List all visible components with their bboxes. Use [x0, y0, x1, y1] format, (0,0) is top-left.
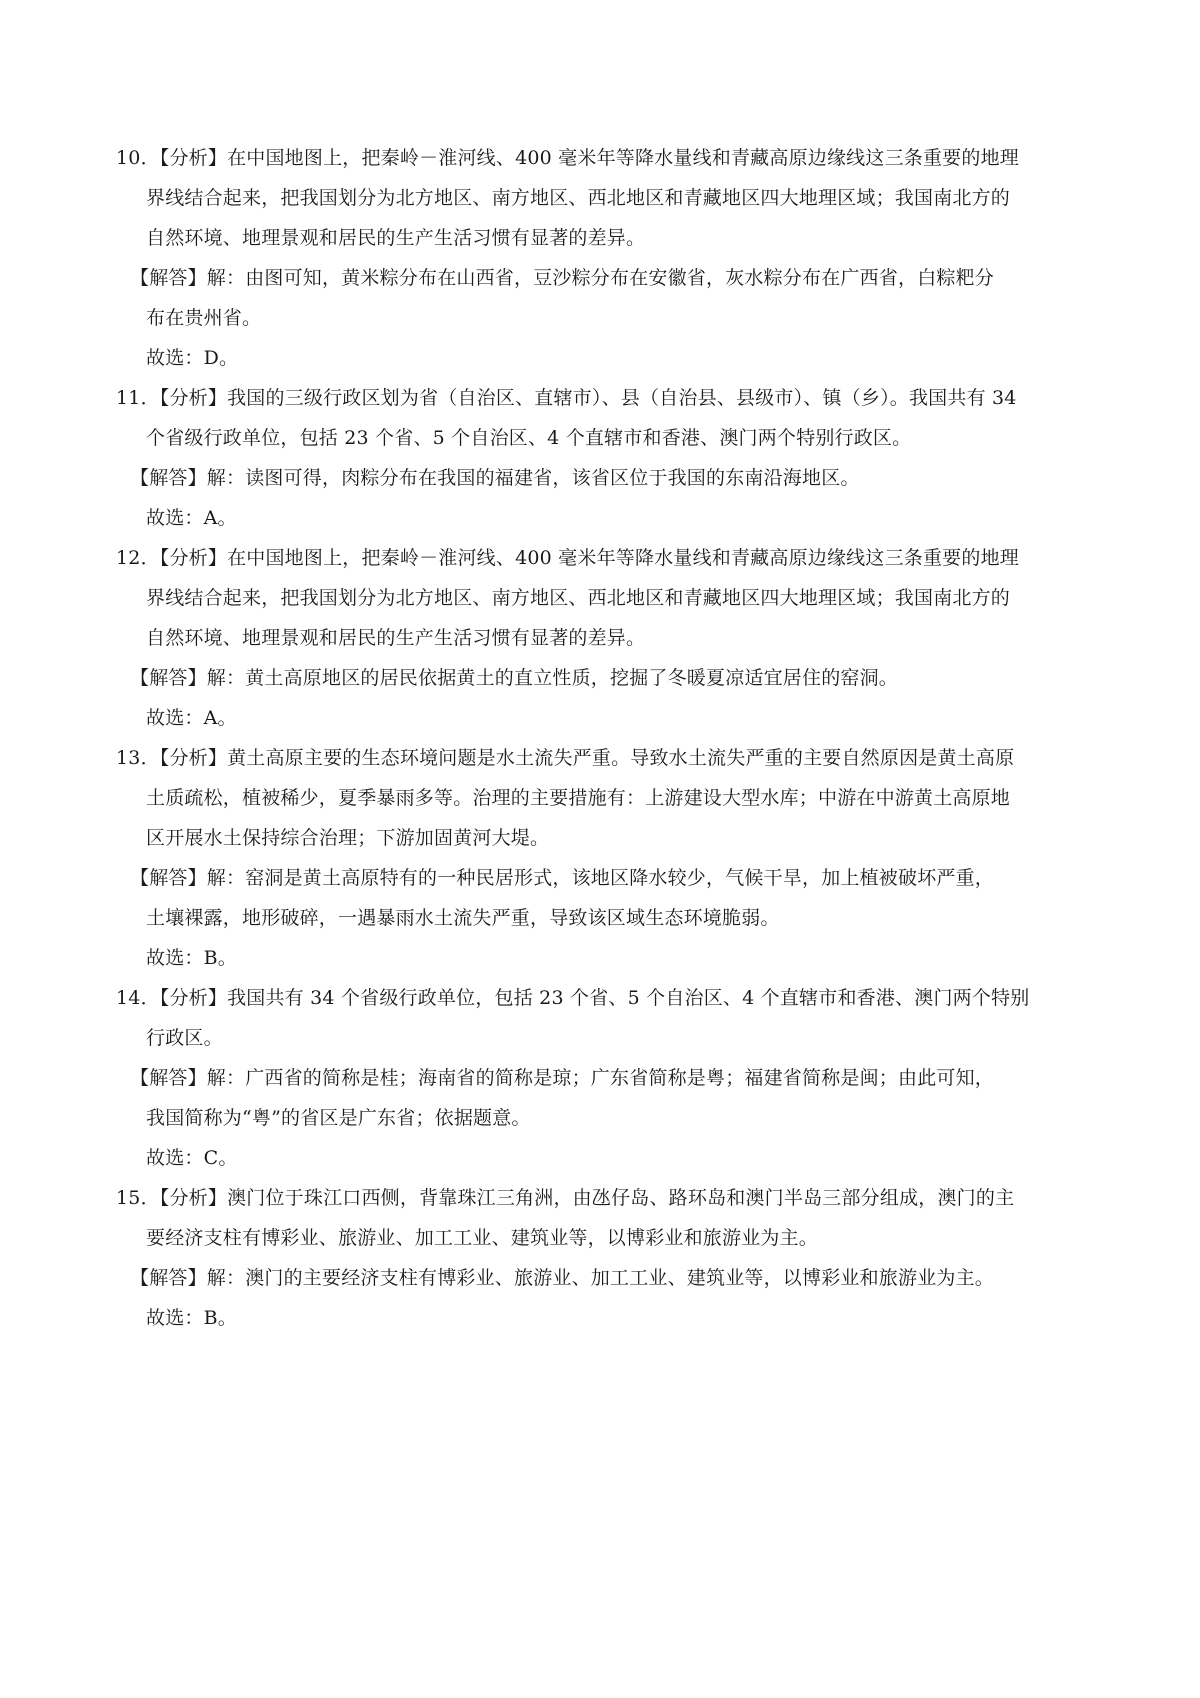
answer-key-content [116, 138, 1100, 1338]
choice-line: 故选：B。 [146, 1307, 237, 1329]
choice-line: 故选：A。 [146, 507, 237, 529]
answer-line: 土壤裸露，地形破碎，一遇暴雨水土流失严重，导致该区域生态环境脆弱。 [146, 907, 780, 929]
choice-line: 故选：B。 [146, 947, 237, 969]
analysis-line: 界线结合起来，把我国划分为北方地区、南方地区、西北地区和青藏地区四大地理区域；我国南北方的 [146, 187, 1011, 209]
analysis-line: 行政区。 [146, 1027, 223, 1049]
analysis-line: 自然环境、地理景观和居民的生产生活习惯有显著的差异。 [146, 227, 646, 249]
analysis-line: 界线结合起来，把我国划分为北方地区、南方地区、西北地区和青藏地区四大地理区域；我国南北方的 [146, 587, 1011, 609]
answer-line: 【解答】解：澳门的主要经济支柱有博彩业、旅游业、加工工业、建筑业等，以博彩业和旅游业为主。 [130, 1267, 995, 1289]
question-item-12 [116, 538, 1100, 738]
analysis-line: 12．【分析】在中国地图上，把秦岭－淮河线、400 毫米年等降水量线和青藏高原边缘线这三条重要的地理 [116, 547, 1019, 569]
answer-line: 【解答】解：窑洞是黄土高原特有的一种民居形式，该地区降水较少，气候干旱，加上植被破坏严重， [130, 867, 995, 889]
choice-line: 故选：C。 [146, 1147, 238, 1169]
analysis-line: 区开展水土保持综合治理；下游加固黄河大堤。 [146, 827, 550, 849]
answer-line: 布在贵州省。 [146, 307, 262, 329]
analysis-line: 13．【分析】黄土高原主要的生态环境问题是水土流失严重。导致水土流失严重的主要自然原因是黄土高原 [116, 747, 1015, 769]
analysis-line: 14．【分析】我国共有 34 个省级行政单位，包括 23 个省、5 个自治区、4 个直辖市和香港、澳门两个特别 [116, 987, 1030, 1009]
analysis-line: 11．【分析】我国的三级行政区划为省（自治区、直辖市）、县（自治县、县级市）、镇（乡）。我国共有 34 [116, 387, 1017, 409]
analysis-line: 个省级行政单位，包括 23 个省、5 个自治区、4 个直辖市和香港、澳门两个特别行政区。 [146, 427, 912, 449]
analysis-line: 10．【分析】在中国地图上，把秦岭－淮河线、400 毫米年等降水量线和青藏高原边缘线这三条重要的地理 [116, 147, 1019, 169]
question-item-15 [116, 1178, 1100, 1338]
answer-line: 【解答】解：由图可知，黄米粽分布在山西省，豆沙粽分布在安徽省，灰水粽分布在广西省，白粽粑分 [130, 267, 995, 289]
question-item-11 [116, 378, 1100, 538]
analysis-line: 土质疏松，植被稀少，夏季暴雨多等。治理的主要措施有：上游建设大型水库；中游在中游黄土高原地 [146, 787, 1011, 809]
analysis-line: 要经济支柱有博彩业、旅游业、加工工业、建筑业等，以博彩业和旅游业为主。 [146, 1227, 819, 1249]
answer-line: 【解答】解：广西省的简称是桂；海南省的简称是琼；广东省简称是粤；福建省简称是闽；由此可知， [130, 1067, 995, 1089]
analysis-line: 自然环境、地理景观和居民的生产生活习惯有显著的差异。 [146, 627, 646, 649]
question-item-10 [116, 138, 1100, 378]
choice-line: 故选：D。 [146, 347, 239, 369]
question-item-13 [116, 738, 1100, 978]
question-item-14 [116, 978, 1100, 1178]
answer-line: 【解答】解：读图可得，肉粽分布在我国的福建省，该省区位于我国的东南沿海地区。 [130, 467, 860, 489]
answer-line: 【解答】解：黄土高原地区的居民依据黄土的直立性质，挖掘了冬暖夏凉适宜居住的窑洞。 [130, 667, 899, 689]
choice-line: 故选：A。 [146, 707, 237, 729]
answer-line: 我国简称为“粤”的省区是广东省；依据题意。 [146, 1107, 531, 1129]
analysis-line: 15．【分析】澳门位于珠江口西侧，背靠珠江三角洲，由氹仔岛、路环岛和澳门半岛三部分组成，澳门的主 [116, 1187, 1015, 1209]
